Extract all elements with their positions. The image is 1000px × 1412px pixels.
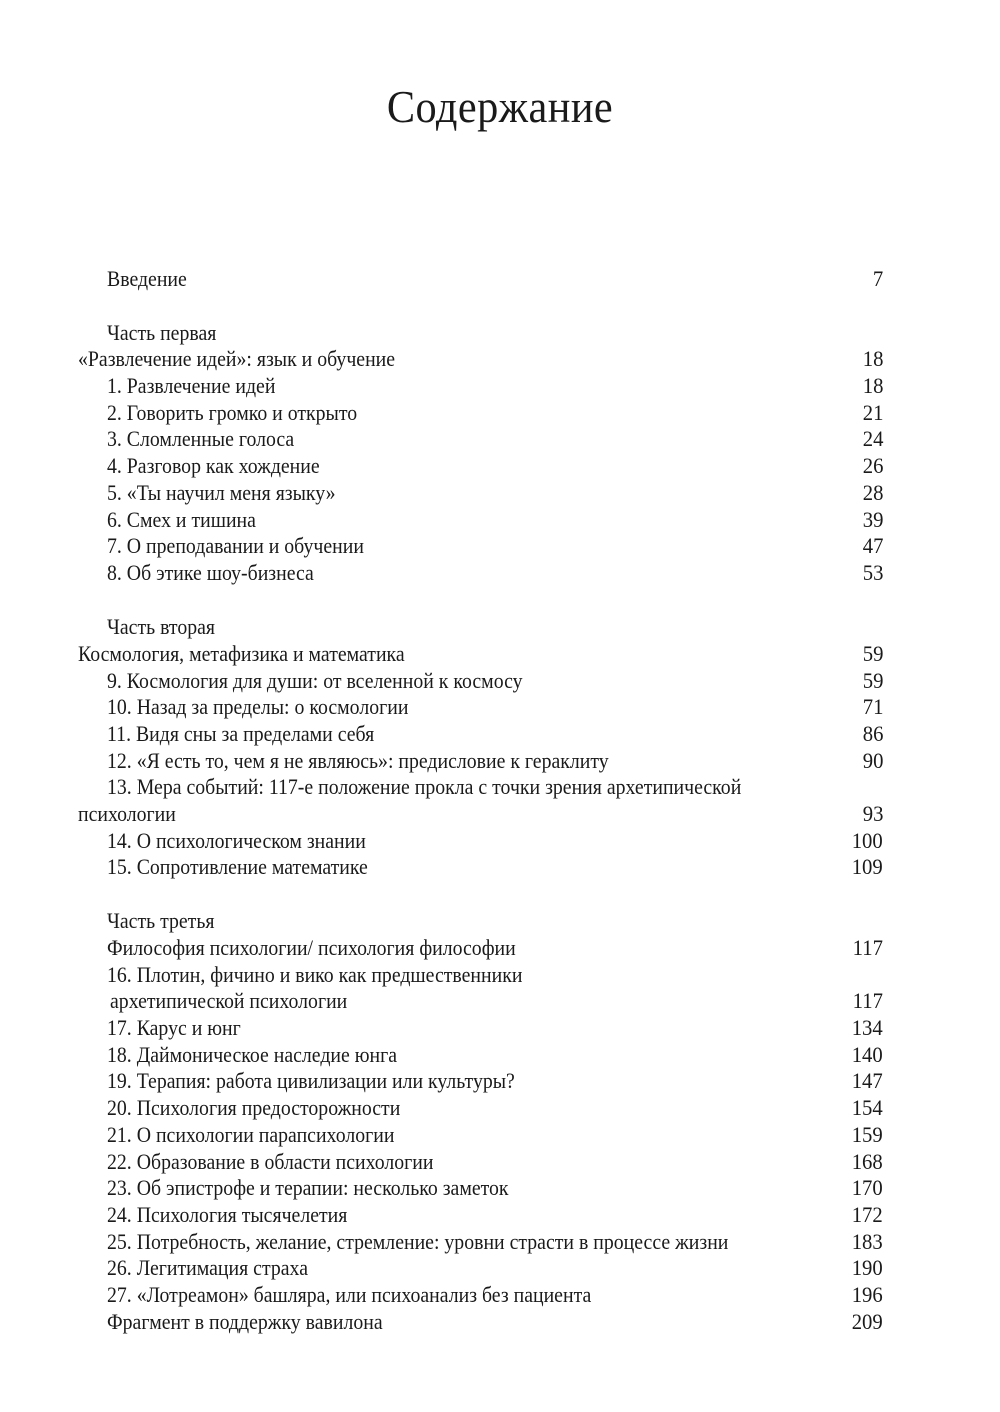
toc-entry-title: 5. «Ты научил меня языку» xyxy=(107,480,336,505)
toc-entry-title: 16. Плотин, фичино и вико как предшественники xyxy=(107,962,523,987)
toc-entry-page-number: 86 xyxy=(862,721,883,746)
toc-entry xyxy=(0,1254,1000,1281)
toc-entry-title: 2. Говорить громко и открыто xyxy=(107,400,358,425)
toc-entry-title: Космология, метафизика и математика xyxy=(78,641,405,666)
toc-heading xyxy=(0,613,1000,640)
toc-entry xyxy=(0,693,1000,720)
toc-entry-page-number: 183 xyxy=(851,1229,883,1254)
toc-entry-title: 26. Легитимация страха xyxy=(107,1255,308,1280)
toc-entry-page-number: 24 xyxy=(862,426,883,451)
toc-entry-title: 23. Об эпистрофе и терапии: несколько заметок xyxy=(107,1175,509,1200)
page-title: Содержание xyxy=(386,81,614,132)
toc-entry xyxy=(0,1094,1000,1121)
toc-entry xyxy=(0,800,1000,827)
toc-entry-page-number: 117 xyxy=(852,988,883,1013)
toc-entry-page-number: 140 xyxy=(851,1042,883,1067)
toc-entry-page-number: 134 xyxy=(851,1015,883,1040)
toc-entry xyxy=(0,1121,1000,1148)
toc-heading xyxy=(0,319,1000,346)
toc-entry xyxy=(0,853,1000,880)
toc-heading xyxy=(0,773,1000,800)
toc-entry xyxy=(0,372,1000,399)
toc-entry-title: 17. Карус и юнг xyxy=(107,1015,241,1040)
toc-entry xyxy=(0,425,1000,452)
toc-entry-page-number: 190 xyxy=(851,1255,883,1280)
toc-entry-page-number: 39 xyxy=(862,507,883,532)
toc-entry-title: Часть первая xyxy=(107,320,217,345)
toc-entry-title: 14. О психологическом знании xyxy=(107,828,366,853)
toc-entry-page-number: 196 xyxy=(851,1282,883,1307)
toc-entry-page-number: 7 xyxy=(872,266,883,291)
toc-entry-title: 25. Потребность, желание, стремление: уровни страсти в процессе жизни xyxy=(107,1229,729,1254)
toc-entry-title: 19. Терапия: работа цивилизации или культуры? xyxy=(107,1068,515,1093)
toc-entry xyxy=(0,720,1000,747)
toc-entry xyxy=(0,1201,1000,1228)
toc-entry-page-number: 117 xyxy=(852,935,883,960)
toc-entry-title: 8. Об этике шоу-бизнеса xyxy=(107,560,314,585)
toc-entry xyxy=(0,345,1000,372)
toc-heading xyxy=(0,907,1000,934)
toc-entry-page-number: 172 xyxy=(851,1202,883,1227)
toc-entry-title: 11. Видя сны за пределами себя xyxy=(107,721,375,746)
toc-entry-title: 21. О психологии парапсихологии xyxy=(107,1122,395,1147)
toc-entry-page-number: 168 xyxy=(851,1149,883,1174)
toc-entry-page-number: 53 xyxy=(862,560,883,585)
toc-entry xyxy=(0,827,1000,854)
toc-entry-title: 1. Развлечение идей xyxy=(107,373,276,398)
toc-entry xyxy=(0,265,1000,292)
toc-entry xyxy=(0,667,1000,694)
toc-entry-title: 7. О преподавании и обучении xyxy=(107,533,364,558)
toc-entry-page-number: 100 xyxy=(851,828,883,853)
toc-entry-page-number: 18 xyxy=(862,373,883,398)
toc-entry-page-number: 109 xyxy=(851,854,883,879)
toc-entry-title: 15. Сопротивление математике xyxy=(107,854,368,879)
toc-entry-title: 4. Разговор как хождение xyxy=(107,453,320,478)
toc-entry xyxy=(0,747,1000,774)
toc-entry xyxy=(0,640,1000,667)
toc-entry-page-number: 18 xyxy=(862,346,883,371)
toc-entry-page-number: 59 xyxy=(862,641,883,666)
toc-entry xyxy=(0,1228,1000,1255)
toc-entry xyxy=(0,1014,1000,1041)
toc-entry-page-number: 47 xyxy=(862,533,883,558)
toc-entry-title: 22. Образование в области психологии xyxy=(107,1149,434,1174)
toc-entry xyxy=(0,1148,1000,1175)
toc-entry-title: 6. Смех и тишина xyxy=(107,507,256,532)
toc-entry xyxy=(0,1067,1000,1094)
toc-entry xyxy=(0,1041,1000,1068)
toc-entry-title: 13. Мера событий: 117-е положение прокла с точки зрения архетипической xyxy=(107,774,742,799)
toc-entry-title: архетипической психологии xyxy=(110,988,348,1013)
toc-entry-page-number: 209 xyxy=(851,1309,883,1334)
toc-entry-title: Часть третья xyxy=(107,908,215,933)
toc-entry-page-number: 26 xyxy=(862,453,883,478)
toc-entry-title: «Развлечение идей»: язык и обучение xyxy=(78,346,396,371)
toc-entry-title: 27. «Лотреамон» башляра, или психоанализ без пациента xyxy=(107,1282,592,1307)
toc-entry-page-number: 71 xyxy=(862,694,883,719)
toc-entry-page-number: 59 xyxy=(862,668,883,693)
toc-entry xyxy=(0,934,1000,961)
toc-entry-title: Философия психологии/ психология философии xyxy=(107,935,516,960)
toc-entry xyxy=(0,559,1000,586)
toc-entry-title: Введение xyxy=(107,266,187,291)
toc-entry xyxy=(0,532,1000,559)
toc-entry-page-number: 28 xyxy=(862,480,883,505)
toc-entry-page-number: 154 xyxy=(851,1095,883,1120)
toc-entry xyxy=(0,1308,1000,1335)
toc-entry-title: 24. Психология тысячелетия xyxy=(107,1202,348,1227)
toc-entry-title: 20. Психология предосторожности xyxy=(107,1095,401,1120)
toc-entry-title: 3. Сломленные голоса xyxy=(107,426,295,451)
toc-entry-page-number: 93 xyxy=(862,801,883,826)
toc-entry-page-number: 147 xyxy=(851,1068,883,1093)
toc-entry-page-number: 90 xyxy=(862,748,883,773)
toc-entry-page-number: 159 xyxy=(851,1122,883,1147)
toc-entry xyxy=(0,506,1000,533)
toc-entry-title: психологии xyxy=(78,801,176,826)
toc-entry xyxy=(0,1281,1000,1308)
toc-heading xyxy=(0,961,1000,988)
toc-entry xyxy=(0,1174,1000,1201)
toc-entry-title: 9. Космология для души: от вселенной к космосу xyxy=(107,668,523,693)
toc-entry-title: 12. «Я есть то, чем я не являюсь»: предисловие к гераклиту xyxy=(107,748,609,773)
toc-entry-title: 18. Даймоническое наследие юнга xyxy=(107,1042,398,1067)
toc-entry-title: Фрагмент в поддержку вавилона xyxy=(107,1309,383,1334)
toc-entry xyxy=(0,399,1000,426)
toc-entry xyxy=(0,987,1000,1014)
toc-entry-page-number: 170 xyxy=(851,1175,883,1200)
toc-entry xyxy=(0,479,1000,506)
toc-entry-title: 10. Назад за пределы: о космологии xyxy=(107,694,409,719)
toc-entry-page-number: 21 xyxy=(862,400,883,425)
toc-entry xyxy=(0,452,1000,479)
toc-entry-title: Часть вторая xyxy=(107,614,216,639)
